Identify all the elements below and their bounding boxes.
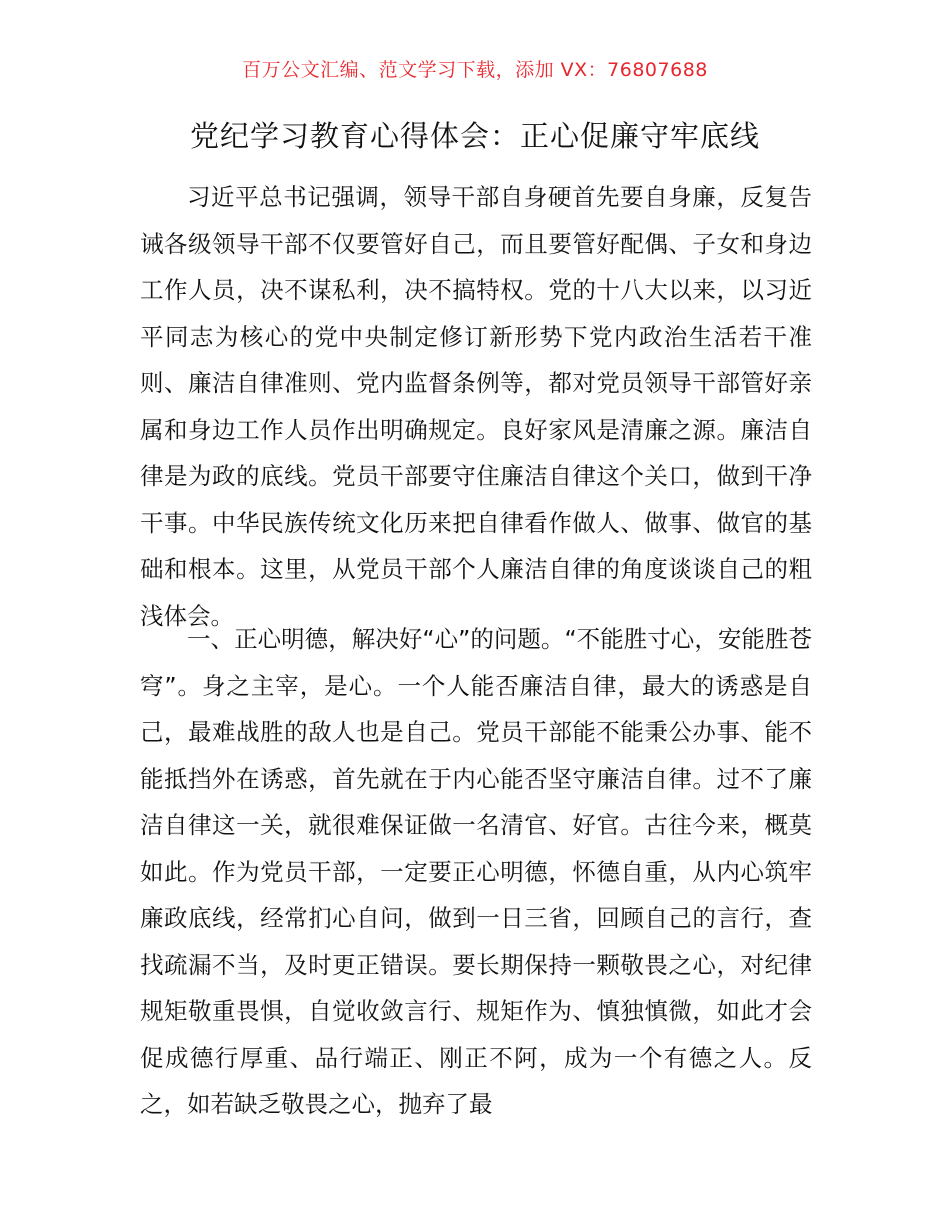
document-title: 党纪学习教育心得体会：正心促廉守牢底线 [189, 119, 760, 153]
paragraph-intro: 习近平总书记强调，领导干部自身硬首先要自身廉，反复告诫各级领导干部不仅要管好自己，而且要管好配偶、子女和身边工作人员，决不谋私利，决不搞特权。党的十八大以来，以习近平同志为核心的党中央制定修订新形势下党内政治生活若干准则、廉洁自律准则、党内监督条例等，都对党员领导干部管好亲属和身边工作人员作出明确规定。良好家风是清廉之源。廉洁自律是为政的底线。党员干部要守住廉洁自律这个关口，做到干净干事。中华民族传统文化历来把自律看作做人、做事、做官的基础和根本。这里，从党员干部个人廉洁自律的角度谈谈自己的粗浅体会。 [140, 183, 812, 630]
paragraph-section-one: 一、正心明德，解决好“心”的问题。“不能胜寸心，安能胜苍穹”。身之主宰，是心。一个人能否廉洁自律，最大的诱惑是自己，最难战胜的敌人也是自己。党员干部能不能秉公办事、能不能抵挡外在诱惑，首先就在于内心能否坚守廉洁自律。过不了廉洁自律这一关，就很难保证做一名清官、好官。古往今来，概莫如此。作为党员干部，一定要正心明德，怀德自重，从内心筑牢廉政底线，经常扪心自问，做到一日三省，回顾自己的言行，查找疏漏不当，及时更正错误。要长期保持一颗敬畏之心，对纪律规矩敬重畏惧，自觉收敛言行、规矩作为、慎独慎微，如此才会促成德行厚重、品行端正、刚正不阿，成为一个有德之人。反之，如若缺乏敬畏之心，抛弃了最 [140, 625, 812, 1118]
header-banner: 百万公文汇编、范文学习下载，添加 VX：76807688 [242, 59, 708, 81]
